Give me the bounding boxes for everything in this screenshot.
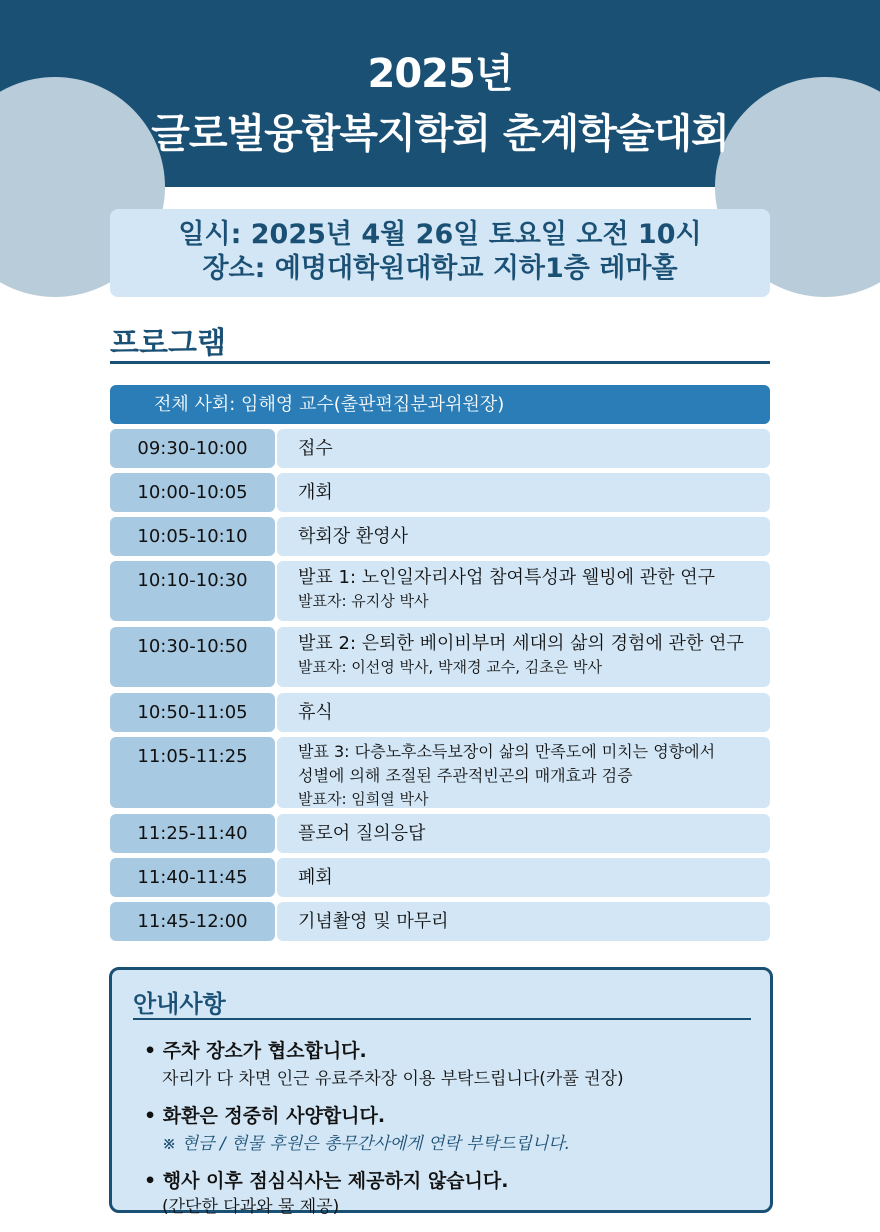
row-desc [277,737,770,808]
row-title: 기념촬영 및 마무리 [298,911,449,932]
title-year: 2025년 [367,51,513,97]
notice-item-note: ※ 현금 / 현물 후원은 총무간사에게 연락 부탁드립니다. [162,1134,571,1154]
event-date: 일시: 2025년 4월 26일 토요일 오전 10시 [178,219,702,250]
section-divider [110,361,770,364]
row-time: 10:05-10:10 [110,517,275,556]
row-desc [277,627,770,687]
program-row [110,627,770,687]
event-info-box [110,209,770,297]
notice-item-title: • 화환은 정중히 사양합니다. [144,1105,386,1127]
row-title-line1: 발표 3: 다층노후소득보장이 삶의 만족도에 미치는 영향에서 [298,742,716,761]
event-place: 장소: 예명대학원대학교 지하1층 레마홀 [202,253,678,284]
program-row [110,737,770,808]
row-time: 10:30-10:50 [110,627,275,687]
row-time: 11:40-11:45 [110,858,275,897]
row-time: 10:50-11:05 [110,693,275,732]
row-title: 휴식 [298,702,333,723]
row-desc [277,814,770,853]
row-desc [277,473,770,512]
notice-divider [133,1018,751,1020]
program-row [110,814,770,853]
notice-box [109,967,773,1217]
row-desc [277,693,770,732]
row-title: 발표 2: 은퇴한 베이비부머 세대의 삶의 경험에 관한 연구 [298,633,744,654]
program-row [110,517,770,556]
row-time: 09:30-10:00 [110,429,275,468]
row-time: 11:45-12:00 [110,902,275,941]
notice-item-detail: 자리가 다 차면 인근 유료주차장 이용 부탁드립니다(카풀 권장) [162,1069,624,1089]
notice-item-title: • 행사 이후 점심식사는 제공하지 않습니다. [144,1170,509,1192]
row-time: 10:10-10:30 [110,561,275,621]
row-desc [277,902,770,941]
row-title: 발표 1: 노인일자리사업 참여특성과 웰빙에 관한 연구 [298,567,715,588]
row-title: 학회장 환영사 [298,526,409,547]
program-row [110,902,770,941]
row-time: 11:25-11:40 [110,814,275,853]
row-title: 폐회 [298,867,333,888]
notice-title: 안내사항 [133,990,226,1018]
program-section-title: 프로그램 [110,326,226,361]
row-desc [277,517,770,556]
notice-item-detail: (간단한 다과와 물 제공) [162,1197,340,1217]
row-presenter: 발표자: 이선영 박사, 박재경 교수, 김초은 박사 [298,658,603,676]
row-title: 접수 [298,438,333,459]
program-row [110,473,770,512]
program-row [110,429,770,468]
row-desc [277,429,770,468]
notice-item-title: • 주차 장소가 협소합니다. [144,1040,367,1062]
mc-text: 전체 사회: 임해영 교수(출판편집분과위원장) [154,394,505,415]
mc-banner [110,385,770,424]
row-desc [277,561,770,621]
row-time: 11:05-11:25 [110,737,275,808]
row-title-line2: 성별에 의해 조절된 주관적빈곤의 매개효과 검증 [298,766,633,785]
row-title: 개회 [298,482,333,503]
row-presenter: 발표자: 유지상 박사 [298,592,429,610]
row-desc [277,858,770,897]
title-event: 글로벌융합복지학회 춘계학술대회 [151,111,729,157]
row-title: 플로어 질의응답 [298,823,426,844]
program-row [110,858,770,897]
row-time: 10:00-10:05 [110,473,275,512]
program-row [110,693,770,732]
row-presenter: 발표자: 임희열 박사 [298,790,429,808]
program-row [110,561,770,621]
